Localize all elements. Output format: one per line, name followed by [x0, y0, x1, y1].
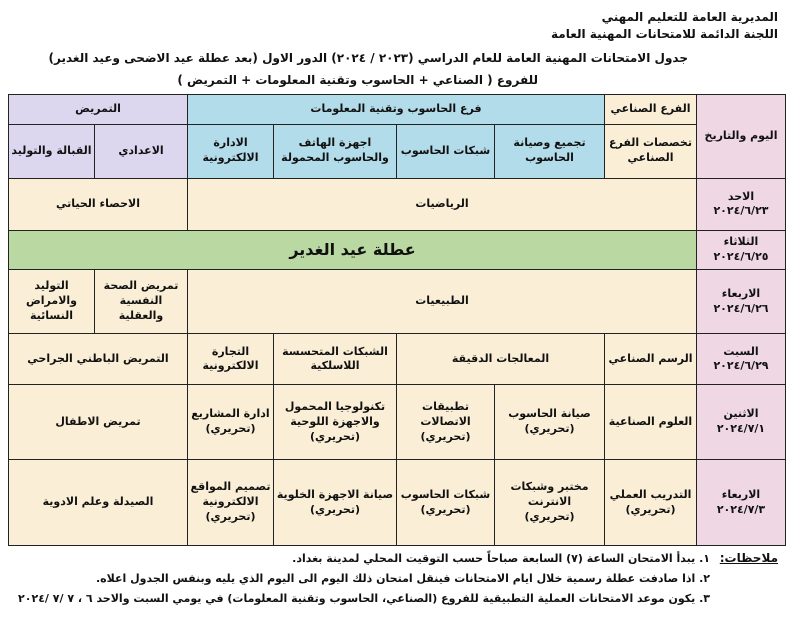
day-name: الاحد: [727, 189, 755, 203]
day-name: السبت: [723, 344, 759, 358]
day-date: ٢٠٢٤/٧/٣: [716, 502, 766, 516]
organization-name: المديرية العامة للتعليم المهني: [601, 10, 778, 24]
exam-cell: تمريض الاطفال: [9, 385, 188, 460]
exam-cell: شبكات الحاسوب (تحريري): [397, 460, 495, 546]
industrial-specializations-header: تخصصات الفرع الصناعي: [605, 124, 697, 178]
day-date: ٢٠٢٤/٦/٢٥: [713, 249, 769, 263]
day-date-header: اليوم والتاريخ: [697, 95, 786, 179]
computer-branch-header: فرع الحاسوب وتقنية المعلومات: [188, 95, 605, 125]
note-item: ١. يبدأ الامتحان الساعة (٧) السابعة صباحاً حسب التوقيت المحلي لمدينة بغداد.: [292, 552, 710, 565]
exam-cell: تكنولوجيا المحمول والاجهزة اللوحية (تحريري): [274, 385, 397, 460]
subheader-mobile-devices: اجهزة الهاتف والحاسوب المحمولة: [274, 124, 397, 178]
day-cell: [697, 231, 786, 270]
note-item: ٢. اذا صادفت عطلة رسمية خلال ايام الامتحانات فينقل امتحان ذلك اليوم الى اليوم الذي يليه وبنفس الجدول اعلاه.: [96, 572, 710, 585]
exam-cell: الصيدلة وعلم الادوية: [9, 460, 188, 546]
schedule-title: جدول الامتحانات المهنية العامة للعام الدراسي (٢٠٢٣ / ٢٠٢٤) الدور الاول (بعد عطلة عيد الاضحى وعيد الغدير): [48, 51, 688, 65]
day-date: ٢٠٢٤/٧/١: [716, 422, 766, 436]
exam-cell: الرياضيات: [188, 178, 697, 230]
subheader-computer-maintenance: تجميع وصيانة الحاسوب: [495, 124, 605, 178]
exam-cell: تطبيقات الاتصالات (تحريري): [397, 385, 495, 460]
subheader-computer-networks: شبكات الحاسوب: [397, 124, 495, 178]
exam-cell: تصميم المواقع الالكترونية (تحريري): [188, 460, 274, 546]
exam-cell: صيانة الاجهزة الخلوية (تحريري): [274, 460, 397, 546]
exam-cell: الاحصاء الحياتي: [9, 178, 188, 230]
exam-cell: التدريب العملي (تحريري): [605, 460, 697, 546]
exam-cell: التمريض الباطني الجراحي: [9, 334, 188, 385]
exam-cell: مختبر وشبكات الانترنت (تحريري): [495, 460, 605, 546]
exam-cell: ادارة المشاريع (تحريري): [188, 385, 274, 460]
day-name: الثلاثاء: [723, 235, 759, 249]
day-cell: [697, 460, 786, 546]
industrial-branch-header: الفرع الصناعي: [605, 95, 697, 125]
day-cell: [697, 334, 786, 385]
subheader-e-management: الادارة الالكترونية: [188, 124, 274, 178]
day-cell: [697, 385, 786, 460]
exam-cell: الرسم الصناعي: [605, 334, 697, 385]
day-date: ٢٠٢٤/٦/٢٣: [713, 204, 769, 218]
subheader-nursing-prep: الاعدادي: [95, 124, 188, 178]
exam-cell: العلوم الصناعية: [605, 385, 697, 460]
exam-cell: صيانة الحاسوب (تحريري): [495, 385, 605, 460]
committee-name: اللجنة الدائمة للامتحانات المهنية العامة: [551, 27, 778, 41]
day-date: ٢٠٢٤/٦/٢٦: [713, 301, 769, 315]
exam-cell: التجارة الالكترونية: [188, 334, 274, 385]
day-date: ٢٠٢٤/٦/٢٩: [713, 359, 769, 373]
exam-cell: الشبكات المتحسسة اللاسلكية: [274, 334, 397, 385]
holiday-cell: عطلة عيد الغدير: [9, 231, 697, 270]
exam-cell: تمريض الصحة النفسية والعقلية: [95, 269, 188, 333]
exam-schedule-table: [8, 94, 786, 546]
day-name: الاثنين: [723, 407, 759, 421]
day-name: الاربعاء: [721, 487, 761, 501]
day-name: الاربعاء: [721, 286, 761, 300]
exam-cell: الطبيعيات: [188, 269, 697, 333]
nursing-branch-header: التمريض: [9, 95, 188, 125]
exam-cell: المعالجات الدقيقة: [397, 334, 605, 385]
schedule-subtitle: للفروع ( الصناعي + الحاسوب وتقنية المعلومات + التمريض ): [177, 73, 538, 87]
exam-cell: التوليد والامراض النسائية: [9, 269, 95, 333]
subheader-midwifery: القبالة والتوليد: [9, 124, 95, 178]
notes-title: ملاحظات:: [719, 551, 778, 565]
note-item: ٣. يكون موعد الامتحانات العملية التطبيقية للفروع (الصناعي، الحاسوب وتقنية المعلومات) في يومي السبت والاحد ٦ ، ٧ /٧ /٢٠٢٤: [18, 592, 710, 605]
day-cell: [697, 178, 786, 230]
day-cell: [697, 269, 786, 333]
